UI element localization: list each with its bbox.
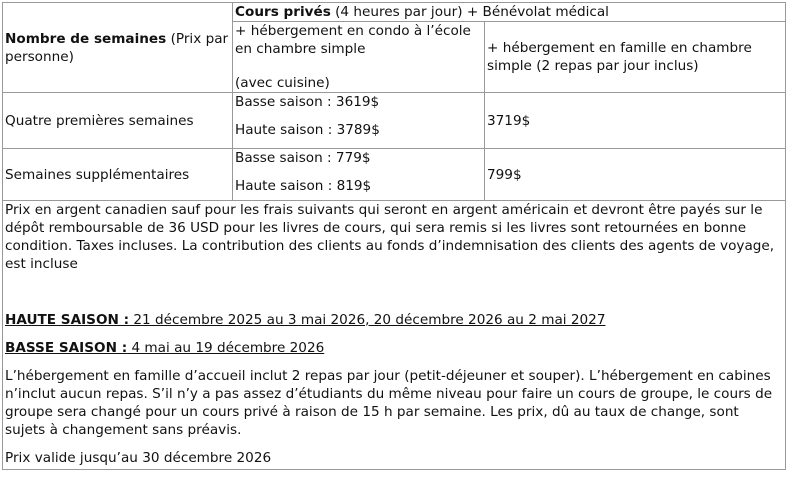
high-season-dates: 21 décembre 2025 au 3 mai 2026, 20 décembre 2026 au 2 mai 2027 [129, 312, 606, 328]
notes-row [3, 201, 786, 470]
price-document [2, 2, 785, 470]
validity-note: Prix valide jusqu’au 30 décembre 2026 [5, 450, 272, 466]
weeks-header-bold: Nombre de semaines [5, 30, 167, 47]
table-row [3, 149, 786, 201]
condo-low-price: Basse saison : 779$ [235, 150, 371, 166]
course-header-rest: (4 heures par jour) + Bénévolat médical [330, 4, 609, 20]
condo-header-cell [233, 22, 485, 93]
details-note: L’hébergement en famille d’accueil inclut 2 repas par jour (petit-déjeuner et souper). L’hébergement en cabines n’inclut aucun repas. S’il n’y a pas assez d’étudiants du même niveau pour faire un cours de groupe, le cours de groupe sera changé pour un cours privé à raison de 15 h par semaine. Les prix, dû au taux de change, sont sujets à changement sans préavis. [5, 368, 773, 438]
row-label-cell [3, 93, 233, 149]
family-price-cell [485, 149, 786, 201]
high-season-label: HAUTE SAISON : [5, 312, 130, 328]
condo-price-cell [233, 149, 485, 201]
row-label: Quatre premières semaines [5, 112, 194, 129]
low-season-label: BASSE SAISON : [5, 340, 128, 356]
course-header-cell [233, 3, 786, 22]
condo-high-price: Haute saison : 3789$ [235, 122, 380, 138]
family-price: 3719$ [487, 112, 531, 129]
weeks-header-cell [3, 3, 233, 93]
family-price-cell [485, 93, 786, 149]
weeks-header-rest: (Prix par personne) [5, 30, 229, 65]
condo-high-price: Haute saison : 819$ [235, 178, 372, 194]
condo-low-price: Basse saison : 3619$ [235, 94, 380, 110]
condo-price-cell [233, 93, 485, 149]
course-header-bold: Cours privés [235, 4, 331, 20]
high-season-line [5, 311, 783, 329]
notes-cell [3, 201, 786, 470]
low-season-dates: 4 mai au 19 décembre 2026 [127, 340, 325, 356]
family-header-cell [485, 22, 786, 93]
family-price: 799$ [487, 166, 522, 183]
condo-header-line1: + hébergement en condo à l’école en chambre simple [235, 23, 471, 57]
price-table [2, 2, 786, 470]
family-header-text: + hébergement en famille en chambre simple (2 repas par jour inclus) [487, 40, 752, 74]
low-season-line [5, 339, 783, 357]
currency-note: Prix en argent canadien sauf pour les frais suivants qui seront en argent américain et devront être payés sur le dépôt remboursable de 36 USD pour les livres de cours, qui sera remis si les livres sont retournées en bonne condition. Taxes incluses. La contribution des clients au fonds d’indemnisation des clients des agents de voyage, est incluse [5, 202, 775, 272]
row-label-cell [3, 149, 233, 201]
condo-header-line2: (avec cuisine) [235, 75, 330, 91]
row-label: Semaines supplémentaires [5, 166, 190, 183]
table-row [3, 93, 786, 149]
